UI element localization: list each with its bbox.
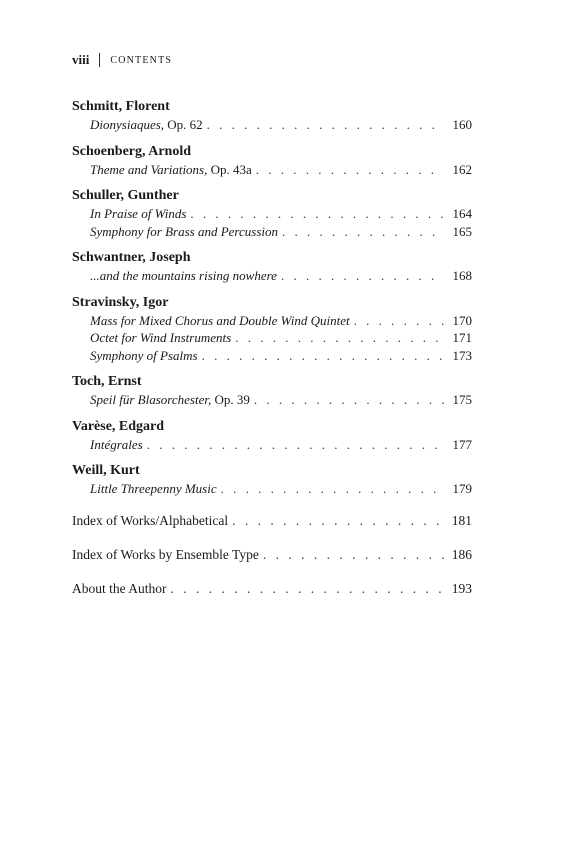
work-entry — [72, 161, 472, 179]
page-ref: 168 — [452, 268, 472, 283]
work-entry — [72, 312, 472, 330]
composer-name: Weill, Kurt — [72, 463, 140, 478]
back-matter-entry — [72, 580, 472, 598]
work-entry — [72, 347, 472, 365]
work-entry — [72, 391, 472, 409]
dot-leader — [190, 205, 444, 223]
composer-name: Stravinsky, Igor — [72, 294, 169, 310]
work-title: ...and the mountains rising nowhere — [90, 268, 277, 283]
page-ref: 165 — [452, 223, 472, 239]
work-opus: Op. 62 — [164, 117, 203, 132]
dot-leader — [147, 436, 444, 454]
work-title: Little Threepenny Music — [90, 481, 217, 496]
page-ref: 160 — [452, 117, 472, 132]
running-head-title: CONTENTS — [110, 54, 173, 66]
page-ref: 170 — [452, 312, 472, 328]
work-title: Intégrales — [90, 436, 143, 452]
dot-leader — [171, 580, 445, 598]
composer-section — [72, 98, 472, 134]
dot-leader — [221, 480, 444, 498]
composer-section — [72, 462, 472, 498]
page-ref: 186 — [451, 546, 472, 562]
page-ref: 162 — [452, 161, 472, 177]
work-entry — [72, 267, 472, 285]
work-title: Octet for Wind Instruments — [90, 330, 232, 345]
composer-section — [72, 249, 472, 285]
work-title: Symphony for Brass and Percussion — [90, 223, 279, 239]
back-matter-label: Index of Works/Alphabetical — [72, 512, 229, 528]
back-matter-label: About the Author — [72, 580, 167, 596]
dot-leader — [207, 116, 444, 134]
dot-leader — [256, 161, 444, 179]
work-entry — [72, 480, 472, 498]
header-divider — [99, 53, 100, 67]
dot-leader — [354, 312, 444, 330]
work-entry — [72, 205, 472, 223]
work-title: Theme and Variations, — [90, 161, 208, 177]
composer-section — [72, 418, 472, 454]
composer-section — [72, 294, 472, 365]
page-ref: 164 — [452, 206, 472, 221]
work-title: In Praise of Winds — [90, 206, 187, 221]
work-entry — [72, 223, 472, 241]
work-entry — [72, 436, 472, 454]
composer-name: Schmitt, Florent — [72, 99, 170, 114]
composer-section — [72, 143, 472, 179]
work-entry — [72, 329, 472, 347]
work-opus: Op. 39 — [211, 392, 250, 407]
page-ref: 177 — [452, 436, 472, 452]
composer-section — [72, 187, 472, 240]
dot-leader — [263, 546, 444, 564]
page-ref: 179 — [452, 481, 472, 496]
running-head — [72, 50, 472, 70]
work-title: Mass for Mixed Chorus and Double Wind Quintet — [90, 312, 350, 328]
composer-name: Varèse, Edgard — [72, 418, 165, 434]
page-ref: 171 — [452, 330, 472, 345]
dot-leader — [282, 223, 444, 241]
contents-page — [72, 50, 472, 614]
composer-name: Schoenberg, Arnold — [72, 143, 192, 159]
composer-section — [72, 373, 472, 409]
work-title: Symphony of Psalms — [90, 347, 198, 363]
dot-leader — [232, 512, 444, 530]
work-opus: Op. 43a — [207, 161, 252, 177]
composer-name: Schwantner, Joseph — [72, 250, 191, 265]
page-ref: 181 — [451, 512, 472, 528]
page-ref: 193 — [451, 580, 472, 596]
composer-name: Toch, Ernst — [72, 374, 142, 389]
composer-name: Schuller, Gunther — [72, 188, 179, 203]
dot-leader — [281, 267, 444, 285]
back-matter-label: Index of Works by Ensemble Type — [72, 546, 259, 562]
dot-leader — [235, 329, 444, 347]
page-ref: 175 — [452, 392, 472, 407]
work-title: Speil für Blasorchester, — [90, 392, 212, 407]
back-matter-entry — [72, 546, 472, 564]
dot-leader — [254, 391, 444, 409]
page-number: viii — [72, 52, 90, 67]
back-matter-entry — [72, 512, 472, 530]
work-title: Dionysiaques, — [90, 117, 165, 132]
work-entry — [72, 116, 472, 134]
page-ref: 173 — [452, 347, 472, 363]
dot-leader — [202, 347, 444, 365]
